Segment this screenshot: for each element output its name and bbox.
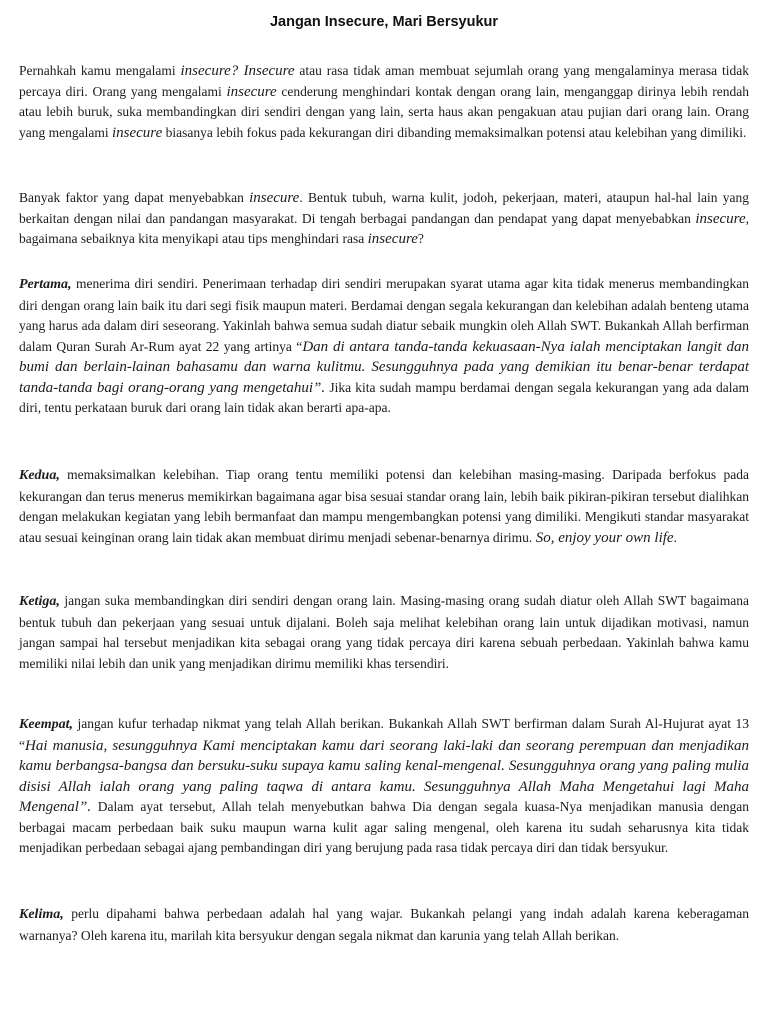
text-run: biasanya lebih fokus pada kekurangan diri dibanding memaksimalkan potensi atau kelebihan yang dimiliki.	[162, 124, 747, 140]
quote-run: Dan di antara tanda-tanda kekuasaan-Nya ialah menciptakan langit dan bumi dan berlain-lainan bahasamu dan warna kulitmu. Sesungguhnya pada yang demikian itu benar-benar terdapat tanda-tanda bagi orang-orang yang mengetahui”.	[19, 338, 749, 396]
text-run: memaksimalkan kelebihan. Tiap orang tentu memiliki potensi dan kelebihan masing-masing. Daripada berfokus pada kekurangan dan terus menerus memikirkan bagaimana agar bisa sesuai standar orang lain, lebih baik pikiran-pikiran tersebut dialihkan dengan melakukan kegiatan yang lebih bermanfaat dan mampu mengembangkan potensi yang dimiliki. Mengikuti standar masyarakat atau sesuai keinginan orang lain tidak akan membuat dirimu menjadi sebenar-benarnya dirimu.	[19, 467, 749, 545]
italic-run: insecure	[367, 231, 418, 247]
paragraph-lead: Pertama,	[19, 277, 72, 292]
text-run: Jika kita sudah mampu berdamai dengan segala kekurangan yang ada dalam diri, tentu perkataan buruk dari orang lain tidak akan berarti apa-apa.	[19, 379, 749, 415]
text-run: . Bentuk tubuh, warna kulit, jodoh, pekerjaan, materi, ataupun hal-hal lain yang berkaitan dengan nilai dan pandangan masyarakat. Di tengah berbagai pandangan dan pendapat yang dapat menyebabkan	[19, 190, 749, 226]
text-run: , bagaimana sebaiknya kita menyikapi atau tips menghindari rasa	[19, 210, 749, 246]
document-title: Jangan Insecure, Mari Bersyukur	[269, 14, 499, 30]
text-run: Pernahkah kamu mengalami	[19, 63, 181, 78]
quote-run: Hai manusia, sesungguhnya Kami menciptakan kamu dari seorang laki-laki dan seorang perempuan dan menjadikan kamu berbangsa-bangsa dan bersuku-suku supaya kamu saling kenal-mengenal. Sesungguhnya orang yang paling mulia disisi Allah ialah orang yang paling taqwa di antara kamu. Sesungguhnya Allah Maha Mengetahui lagi Maha Mengenal”.	[19, 737, 749, 815]
paragraph-ketiga	[19, 591, 749, 674]
text-run: cenderung menghindari kontak dengan orang lain, menganggap dirinya lebih rendah atau lebih buruk, suka membandingkan diri sendiri dengan yang lain, serta haus akan pengakuan atau pujian dari orang lain. Orang yang mengalami	[19, 83, 749, 140]
paragraph-intro	[19, 61, 749, 143]
paragraph-lead: Keempat,	[19, 717, 74, 732]
paragraph-pertama	[19, 274, 749, 419]
italic-run: insecure? Insecure	[180, 63, 295, 79]
italic-run: insecure	[249, 190, 300, 206]
text-run: atau rasa tidak aman membuat sejumlah orang yang mengalaminya merasa tidak percaya diri. Orang yang mengalami	[19, 63, 749, 99]
paragraph-keempat	[19, 714, 749, 859]
text-run: menerima diri sendiri. Penerimaan terhadap diri sendiri merupakan syarat utama agar kita tidak menerus membandingkan diri dengan orang lain baik itu dari segi fisik maupun materi. Berdamai dengan segala kekurangan dan kelebihan adalah benteng utama yang harus ada dalam diri seseorang. Yakinlah bahwa semua sudah diatur sebaik mungkin oleh Allah SWT. Bukankah Allah berfirman dalam Quran Surah Ar-Rum ayat 22 yang artinya “	[19, 276, 749, 354]
text-run: jangan suka membandingkan diri sendiri dengan orang lain. Masing-masing orang sudah diatur oleh Allah SWT bagaimana bentuk tubuh dan pekerjaan yang sesuai untuk dijalani. Boleh saja melihat kelebihan orang lain untuk dijadikan motivasi, namun jangan sampai hal tersebut menjadikan kita sebagai orang yang tidak percaya diri karena sebuah perbedaan. Yakinlah bahwa kamu memiliki nilai lebih dan unik yang menjadikan dirimu memiliki khas tersendiri.	[19, 593, 749, 671]
paragraph-lead: Kedua,	[19, 468, 60, 483]
italic-run: insecure	[695, 210, 746, 227]
text-run: perlu dipahami bahwa perbedaan adalah hal yang wajar. Bukankah pelangi yang indah adalah karena keberagaman warnanya? Oleh karena itu, marilah kita bersyukur dengan segala nikmat dan karunia yang telah Allah berikan.	[19, 906, 749, 943]
italic-run: insecure	[226, 83, 277, 100]
paragraph-lead: Ketiga,	[19, 594, 60, 609]
text-run: jangan kufur terhadap nikmat yang telah Allah berikan. Bukankah Allah SWT berfirman dalam Surah Al-Hujurat ayat 13 “	[19, 716, 749, 753]
text-run: Banyak faktor yang dapat menyebabkan	[19, 190, 250, 205]
paragraph-lead: Kelima,	[19, 907, 64, 922]
paragraph-kedua	[19, 465, 749, 548]
text-run: ?	[417, 231, 424, 246]
text-run: .	[673, 529, 677, 545]
paragraph-factors	[19, 188, 749, 250]
italic-run: insecure	[111, 124, 163, 141]
text-run: Dalam ayat tersebut, Allah telah menyebutkan bahwa Dia dengan segala kuasa-Nya menjadikan manusia dengan berbagai macam perbedaan baik suku maupun warna kulit agar saling mengenal, oleh karena itu sudah seharusnya kita tidak menjadikan perbedaan sebagai ajang pembandingan diri yang berujung pada rasa tidak percaya diri dan tidak bersyukur.	[19, 799, 749, 855]
paragraph-kelima	[19, 904, 749, 946]
italic-run: So, enjoy your own life	[535, 529, 674, 546]
